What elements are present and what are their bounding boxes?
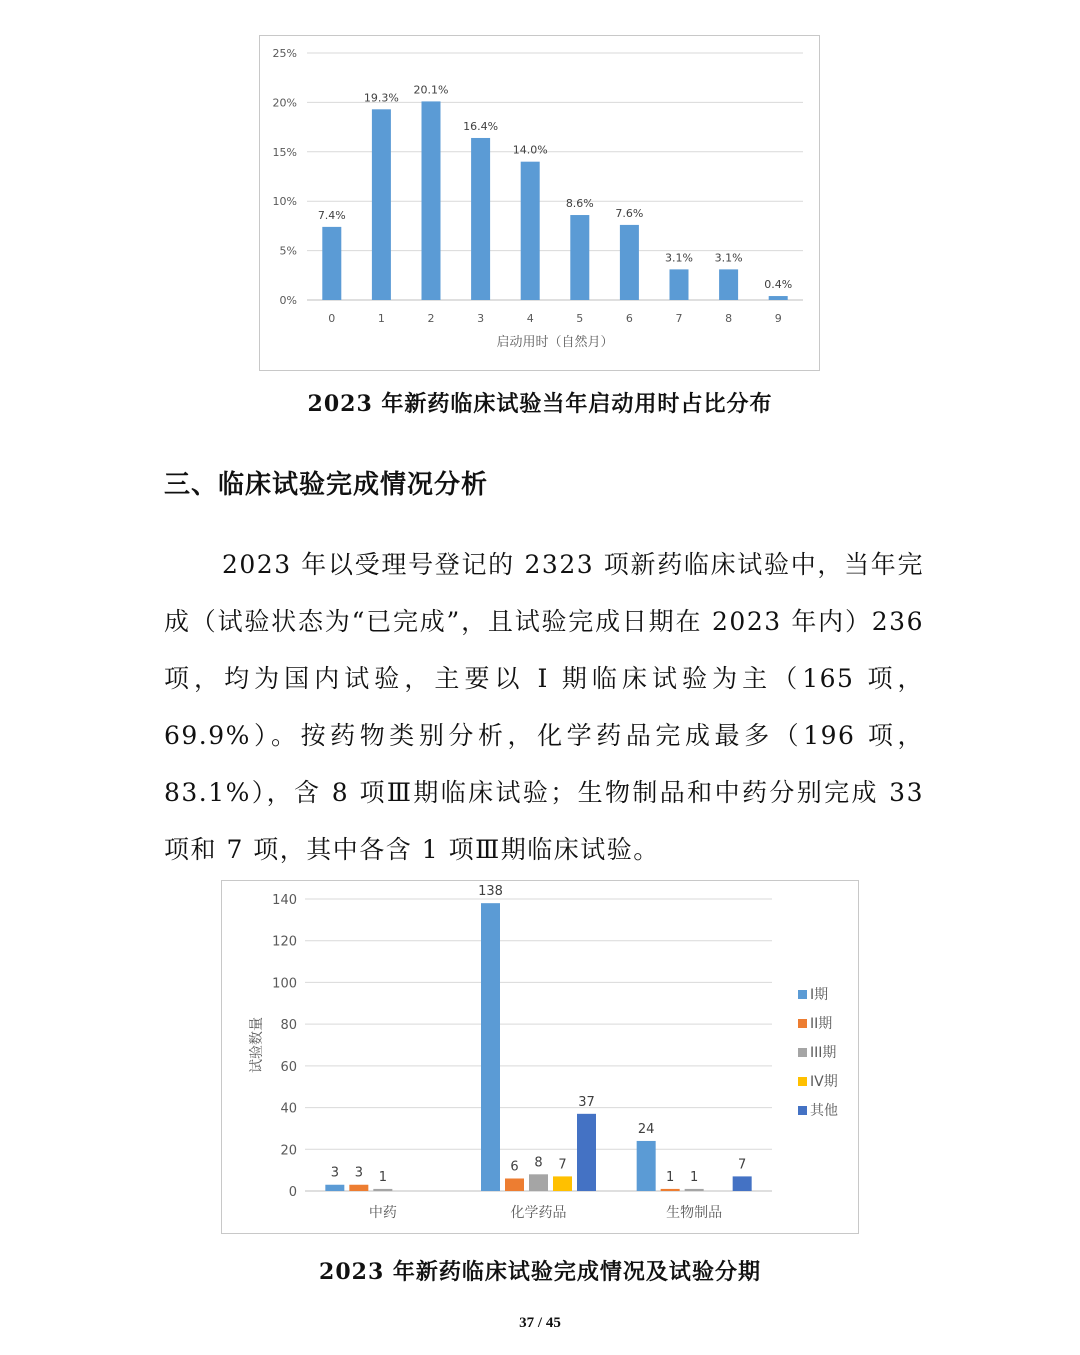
chart1-x-axis-title: 启动用时（自然月）	[496, 335, 614, 350]
chart2-bar	[529, 1174, 548, 1191]
chart1-x-tick-label: 4	[526, 312, 534, 325]
chart2-y-tick-label: 100	[272, 976, 297, 992]
chart1-x-tick-label: 3	[477, 312, 485, 325]
chart2-data-label: 37	[578, 1094, 595, 1110]
chart1-y-tick-label: 15%	[272, 145, 297, 159]
chart2-data-label: 1	[378, 1169, 387, 1185]
section-heading: 三、临床试验完成情况分析	[164, 470, 489, 500]
chart2-y-tick-label: 80	[280, 1018, 297, 1034]
chart1-bar	[372, 109, 391, 300]
chart2-legend-label: IV期	[810, 1074, 838, 1090]
chart2-legend-swatch	[798, 1048, 807, 1057]
chart1-data-label: 0.4%	[764, 278, 793, 292]
chart2-data-label: 7	[738, 1157, 747, 1173]
chart2-legend-swatch	[798, 1077, 807, 1086]
chart2-y-axis-title: 试验数量	[249, 1017, 265, 1073]
chart1-bar	[471, 138, 490, 300]
chart1-data-label: 7.6%	[615, 206, 644, 220]
chart1-data-label: 3.1%	[665, 251, 693, 265]
chart2-bar	[637, 1141, 656, 1191]
chart1-x-tick-label: 8	[725, 312, 733, 325]
chart2-bar	[373, 1189, 392, 1191]
completion-phase-chart	[221, 880, 859, 1234]
chart2-data-label: 6	[510, 1159, 519, 1175]
body-paragraph: 2023 年以受理号登记的 2323 项新药临床试验中，当年完成（试验状态为“已完成”，且试验完成日期在 2023 年内）236 项，均为国内试验，主要以 I 期临床试验为主（165 项，69.9%）。按药物类别分析，化学药品完成最多（196 项，83.1%），含 8 项Ⅲ期临床试验；生物制品和中药分别完成 33 项和 7 项，其中各含 1 项Ⅲ期临床试验。	[164, 550, 924, 864]
chart1-x-tick-label: 9	[774, 312, 782, 325]
chart2-data-label: 8	[534, 1155, 543, 1171]
chart1-bar	[620, 225, 639, 300]
chart2-legend-swatch	[798, 1019, 807, 1028]
chart2-x-tick-label: 生物制品	[666, 1205, 723, 1221]
chart2-legend-label: II期	[810, 1016, 833, 1032]
chart1-y-tick-label: 0%	[279, 294, 297, 307]
chart2-bar	[553, 1176, 572, 1191]
chart2-bar	[577, 1114, 596, 1191]
chart1-bar	[670, 269, 689, 300]
chart2-x-tick-label: 化学药品	[510, 1205, 567, 1221]
chart2-data-label: 1	[690, 1169, 699, 1185]
chart1-bar	[719, 269, 738, 300]
chart2-bar	[505, 1178, 524, 1191]
start-time-chart-svg	[260, 36, 821, 372]
chart2-y-tick-label: 0	[288, 1185, 297, 1200]
chart1-data-label: 7.4%	[317, 208, 346, 222]
chart2-data-label: 7	[558, 1157, 567, 1173]
chart2-x-tick-label: 中药	[368, 1205, 397, 1221]
chart2-legend-label: III期	[810, 1045, 837, 1061]
chart1-y-tick-label: 5%	[279, 244, 297, 258]
chart1-y-tick-label: 25%	[272, 47, 297, 60]
chart2-data-label: 24	[637, 1121, 655, 1137]
chart2-y-tick-label: 20	[280, 1143, 297, 1159]
chart1-caption: 2023 年新药临床试验当年启动用时占比分布	[307, 391, 773, 417]
chart2-bar	[325, 1185, 344, 1191]
chart2-bar	[349, 1185, 368, 1191]
chart1-bar	[769, 296, 788, 300]
chart1-x-tick-label: 7	[675, 312, 683, 325]
chart2-bar	[685, 1189, 704, 1191]
chart1-data-label: 19.3%	[363, 91, 399, 105]
chart2-data-label: 138	[478, 884, 503, 900]
chart1-y-tick-label: 20%	[272, 96, 297, 110]
chart2-y-tick-label: 140	[272, 893, 297, 908]
chart2-legend-label: 其他	[810, 1103, 838, 1119]
chart1-data-label: 16.4%	[463, 119, 499, 133]
chart1-x-tick-label: 2	[427, 312, 435, 325]
chart2-caption: 2023 年新药临床试验完成情况及试验分期	[319, 1259, 761, 1285]
chart2-bar	[733, 1176, 752, 1191]
chart2-legend-swatch	[798, 990, 807, 999]
chart2-data-label: 3	[354, 1165, 363, 1181]
chart1-data-label: 8.6%	[565, 197, 594, 211]
start-time-chart	[259, 35, 820, 371]
chart2-y-tick-label: 40	[280, 1101, 297, 1117]
page-number: 37 / 45	[519, 1315, 561, 1331]
chart1-x-tick-label: 1	[377, 312, 385, 325]
chart1-x-tick-label: 6	[625, 312, 633, 325]
chart1-data-label: 3.1%	[714, 251, 743, 265]
completion-phase-chart-svg	[222, 881, 860, 1235]
chart2-bar	[661, 1189, 680, 1191]
chart1-data-label: 14.0%	[512, 143, 548, 157]
chart2-data-label: 1	[666, 1169, 675, 1185]
chart1-bar	[322, 227, 341, 300]
chart2-bar	[481, 903, 500, 1191]
chart2-y-tick-label: 120	[272, 934, 297, 950]
chart1-y-tick-label: 10%	[272, 195, 297, 209]
chart2-legend-label: I期	[810, 987, 829, 1003]
chart2-data-label: 3	[330, 1165, 339, 1181]
chart1-x-tick-label: 5	[576, 312, 584, 325]
chart2-y-tick-label: 60	[280, 1059, 297, 1075]
chart1-x-tick-label: 0	[328, 312, 336, 325]
chart1-bar	[521, 162, 540, 300]
chart2-legend-swatch	[798, 1106, 807, 1115]
chart1-data-label: 20.1%	[413, 83, 449, 97]
chart1-bar	[422, 101, 441, 300]
chart1-bar	[570, 215, 589, 300]
